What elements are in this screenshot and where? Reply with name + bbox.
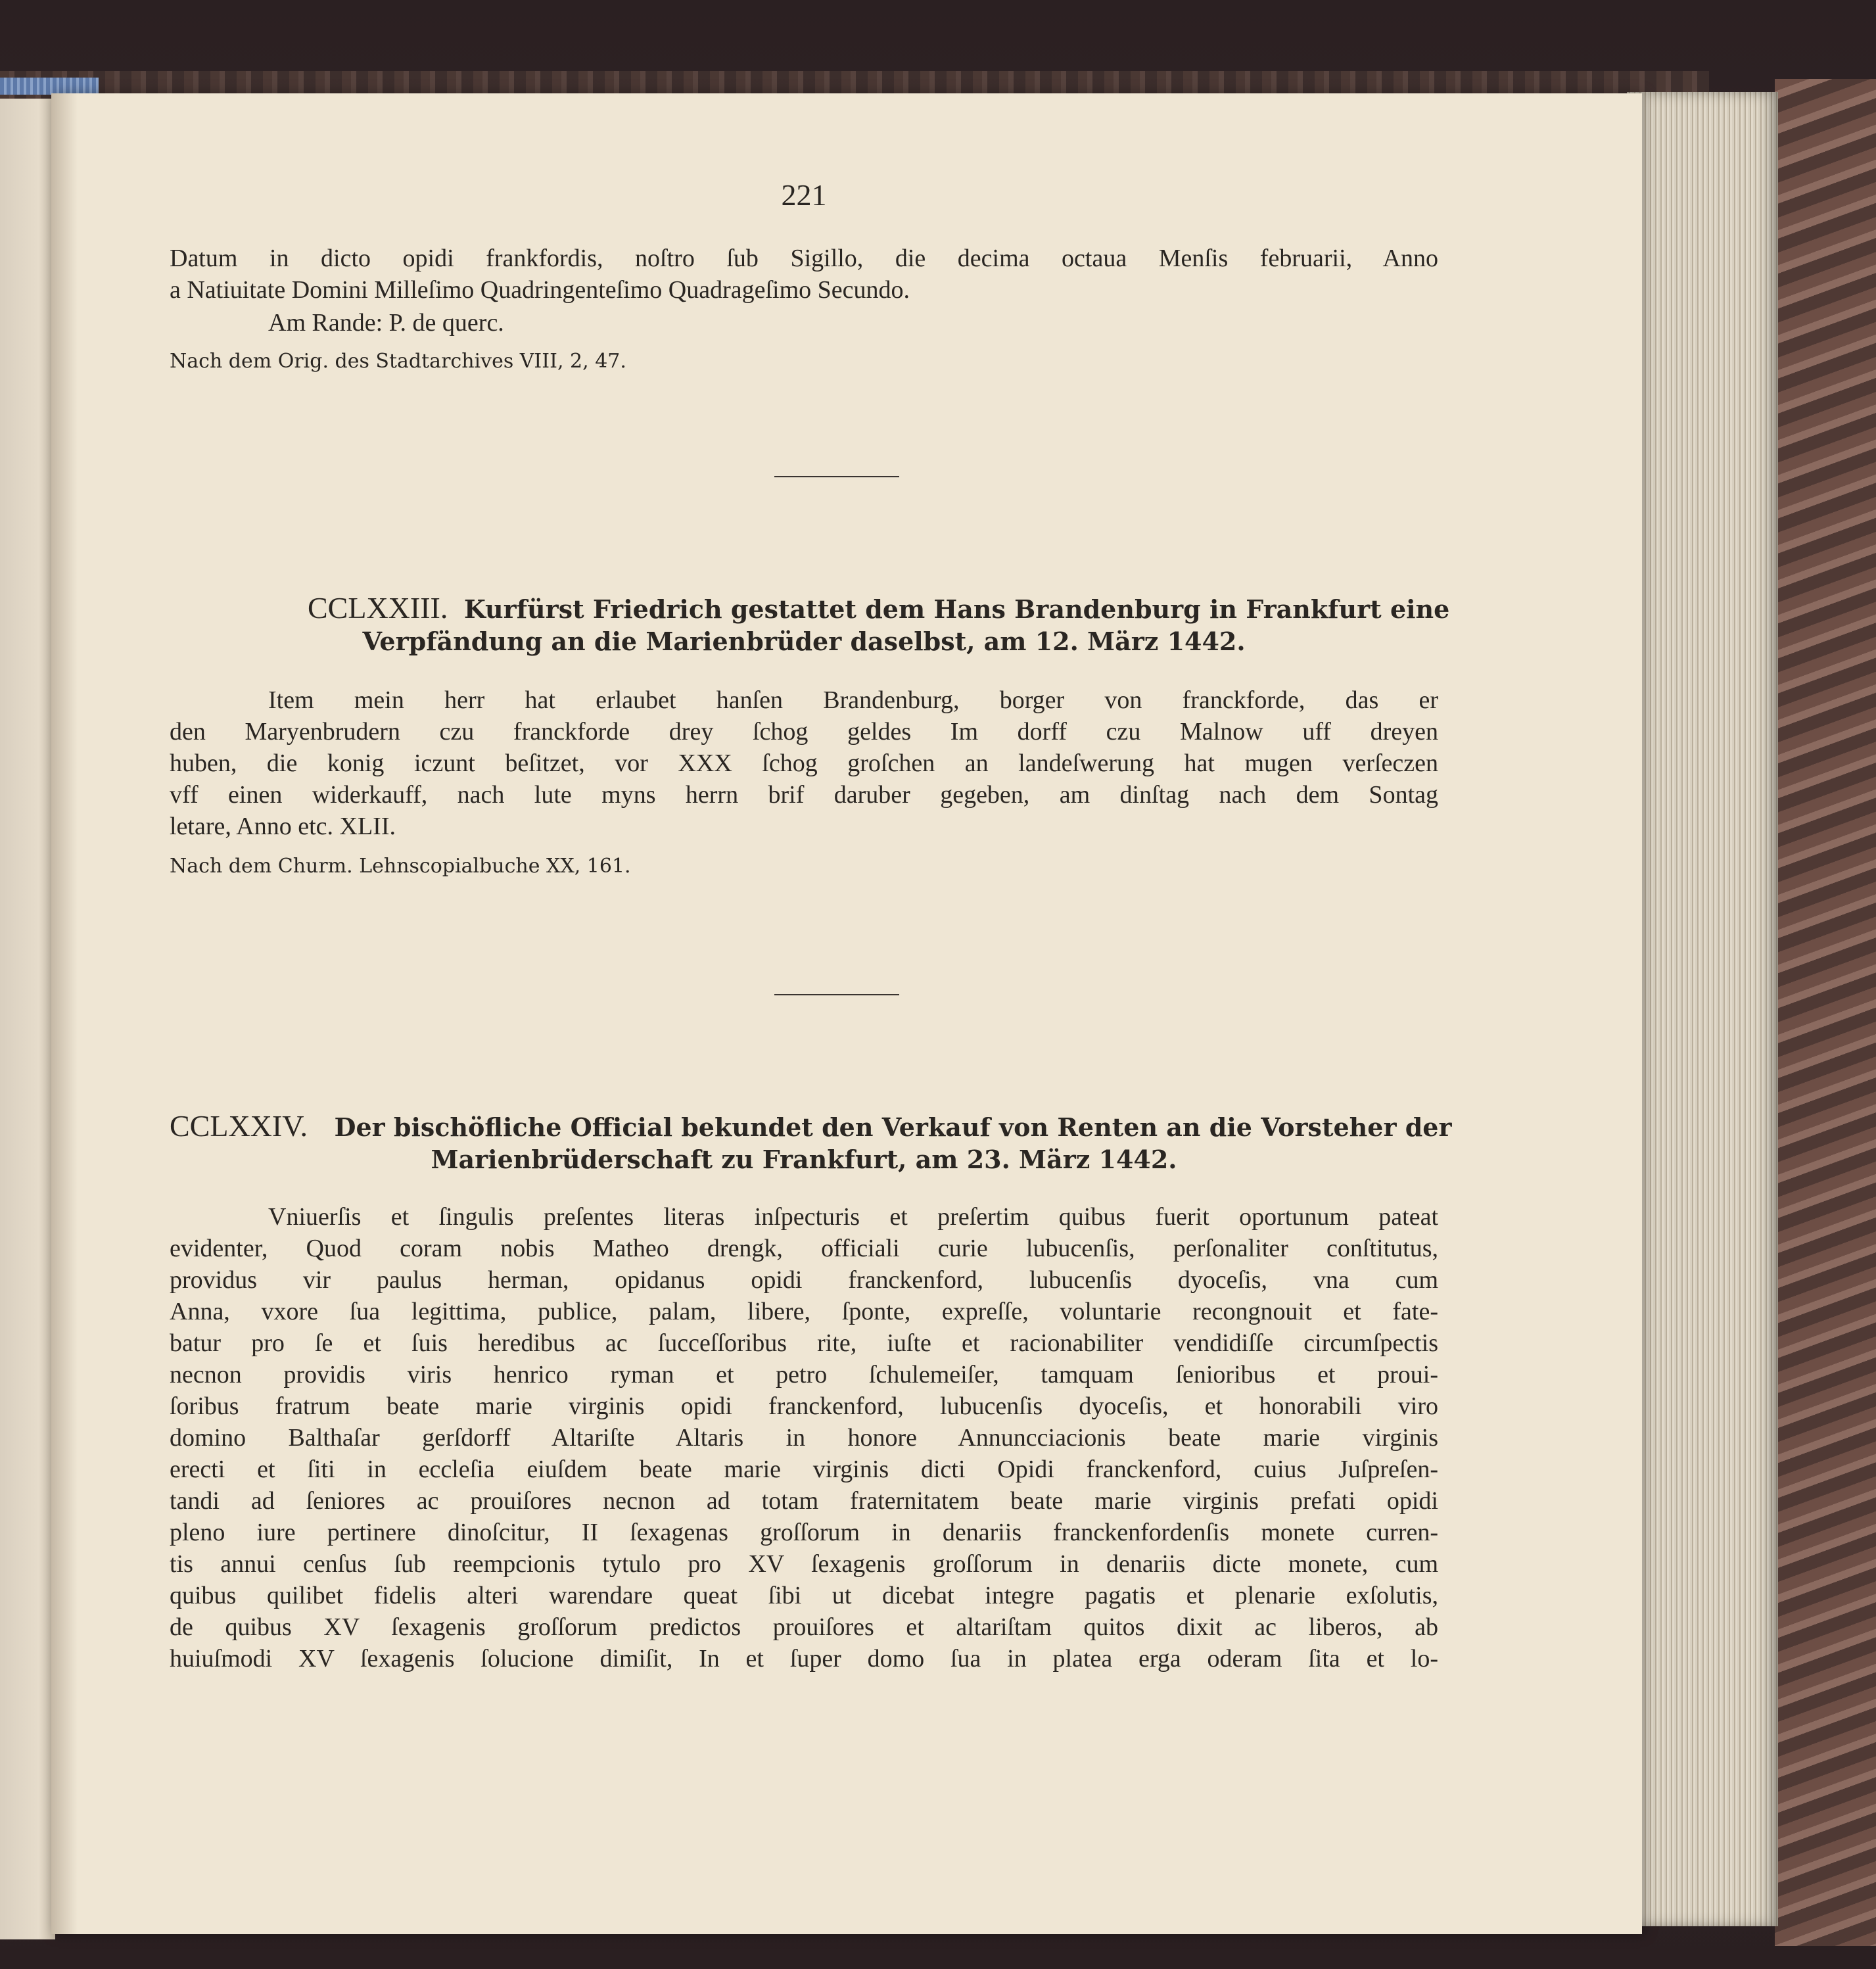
document-title: Kurfürst Friedrich gestattet dem Hans Brandenburg in Frankfurt eine — [463, 594, 1450, 624]
text-line: domino Balthaſar gerſdorff Altariſte Altaris in honore Annuncciacionis beate marie virginis — [170, 1424, 1438, 1452]
section-divider — [774, 994, 899, 995]
text-line: necnon providis viris henrico ryman et petro ſchulemeiſer, tamquam ſenioribus et proui- — [170, 1361, 1438, 1388]
text-line: a Natiuitate Domini Milleſimo Quadringenteſimo Quadrageſimo Secundo. — [170, 276, 910, 304]
text-line: ſoribus fratrum beate marie virginis opidi franckenford, lubucenſis dyoceſis, et honorabili viro — [170, 1392, 1438, 1420]
document-title: Der bischöfliche Official bekundet den Verkauf von Renten an die Vorsteher der — [334, 1112, 1452, 1142]
page-number: 221 — [781, 178, 827, 212]
text-line: tis annui cenſus ſub reempcionis tytulo pro XV ſexagenis groſſorum in denariis dicte monete, cum — [170, 1550, 1438, 1578]
margin-note: Am Rande: P. de querc. — [268, 309, 504, 337]
text-line: Vniuerſis et ſingulis preſentes literas inſpecturis et preſertim quibus fuerit oportunum pateat — [268, 1203, 1438, 1231]
text-line: pleno iure pertinere dinoſcitur, II ſexagenas groſſorum in denariis franckenfordenſis monete curren- — [170, 1519, 1438, 1546]
document-heading — [170, 591, 1450, 625]
text-line: letare, Anno etc. XLII. — [170, 813, 396, 840]
text-line: vff einen widerkauff, nach lute myns herrn brif daruber gegeben, am dinſtag nach dem Sontag — [170, 781, 1438, 809]
document-number: CCLXXIII. — [308, 591, 448, 625]
left-page-edge — [0, 99, 55, 1939]
text-line: evidenter, Quod coram nobis Matheo drengk, officiali curie lubucenſis, perſonaliter conſtitutus, — [170, 1235, 1438, 1262]
source-note: Nach dem Orig. des Stadtarchives VIII, 2, 47. — [170, 350, 626, 373]
text-line: den Maryenbrudern czu franckforde drey ſchog geldes Im dorff czu Malnow uff dreyen — [170, 718, 1438, 746]
document-title-continued: Verpfändung an die Marienbrüder daselbst, am 12. März 1442. — [362, 627, 1246, 656]
text-line: huiuſmodi XV ſexagenis ſolucione dimiſit, In et ſuper domo ſua in platea erga oderam ſita et lo- — [170, 1645, 1438, 1672]
book-bookmark-ribbon — [0, 78, 99, 95]
source-note: Nach dem Churm. Lehnscopialbuche XX, 161. — [170, 855, 631, 878]
text-line: tandi ad ſeniores ac prouiſores necnon ad totam fraternitatem beate marie virginis prefati opidi — [170, 1487, 1438, 1515]
text-line: providus vir paulus herman, opidanus opidi franckenford, lubucenſis dyoceſis, vna cum — [170, 1266, 1438, 1294]
section-divider — [774, 476, 899, 477]
text-line: Datum in dicto opidi frankfordis, noſtro ſub Sigillo, die decima octaua Menſis februarii, Anno — [170, 245, 1438, 272]
text-line: Item mein herr hat erlaubet hanſen Brandenburg, borger von franckforde, das er — [268, 686, 1438, 714]
text-line: erecti et ſiti in eccleſia eiuſdem beate marie virginis dicti Opidi franckenford, cuius Juſpreſen- — [170, 1456, 1438, 1483]
document-heading — [170, 1109, 1452, 1143]
book-cover-marbled — [1775, 79, 1876, 1946]
document-title-continued: Marienbrüderschaft zu Frankfurt, am 23. März 1442. — [431, 1145, 1177, 1174]
text-line: de quibus XV ſexagenis groſſorum predictos prouiſores et altariſtam quitos dixit ac liberos, ab — [170, 1613, 1438, 1641]
text-line: Anna, vxore ſua legittima, publice, palam, libere, ſponte, expreſſe, voluntarie recongnouit et fate- — [170, 1298, 1438, 1325]
text-line: batur pro ſe et ſuis heredibus ac ſucceſſoribus rite, iuſte et racionabiliter vendidiſſe circumſpectis — [170, 1329, 1438, 1357]
book-page — [51, 93, 1642, 1934]
text-line: huben, die konig iczunt beſitzet, vor XXX ſchog groſchen an landeſwerung hat mugen verſeczen — [170, 749, 1438, 777]
text-line: quibus quilibet fidelis alteri warendare queat ſibi ut dicebat integre pagatis et plenarie exſolutis, — [170, 1582, 1438, 1609]
page-stack-edges — [1627, 92, 1778, 1926]
document-number: CCLXXIV. — [170, 1109, 308, 1143]
